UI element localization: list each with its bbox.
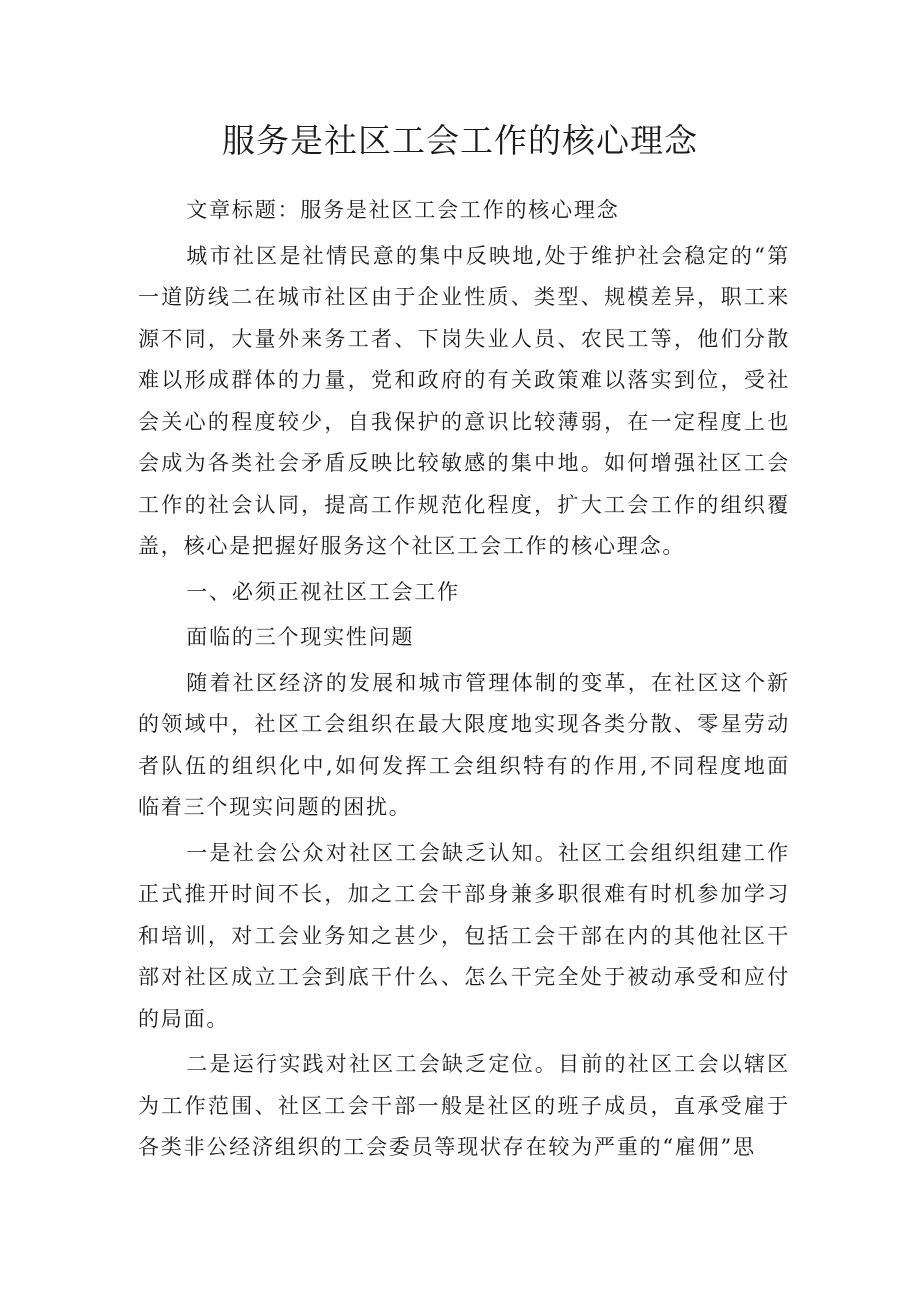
section-heading-1-cont: 面临的三个现实性问题 xyxy=(186,625,415,649)
article-title-line: 文章标题：服务是社区工会工作的核心理念 xyxy=(186,198,620,222)
section-heading-1: 一、必须正视社区工会工作 xyxy=(186,579,460,604)
paragraph-point-one: 一是社会公众对社区工会缺乏认知。社区工会组织组建工作正式推开时间不长，加之工会干部身兼多职很难有时机参加学习和培训，对工会业务知之甚少，包括工会干部在内的其他社区干部对社区成立工会到底干什么、怎么干完全处于被动承受和应付的局面。 xyxy=(138,840,790,1031)
paragraph-background: 随着社区经济的发展和城市管理体制的变革，在社区这个新的领域中，社区工会组织在最大限度地实现各类分散、零星劳动者队伍的组织化中,如何发挥工会组织特有的作用,不同程度地面临着三个现实问题的困扰。 xyxy=(138,670,790,819)
document-body xyxy=(138,190,790,1173)
intro-paragraph: 城市社区是社情民意的集中反映地,处于维护社会稳定的“第一道防线二在城市社区由于企业性质、类型、规模差异，职工来源不同，大量外来务工者、下岗失业人员、农民工等，他们分散难以形成群体的力量，党和政府的有关政策难以落实到位，受社会关心的程度较少，自我保护的意识比较薄弱，在一定程度上也会成为各类社会矛盾反映比较敏感的集中地。如何增强社区工会工作的社会认同，提高工作规范化程度，扩大工会工作的组织覆盖，核心是把握好服务这个社区工会工作的核心理念。 xyxy=(138,243,790,558)
paragraph-point-two: 二是运行实践对社区工会缺乏定位。目前的社区工会以辖区为工作范围、社区工会干部一般是社区的班子成员，直承受雇于各类非公经济组织的工会委员等现状存在较为严重的“雇佣”思 xyxy=(138,1052,790,1159)
document-title: 服务是社区工会工作的核心理念 xyxy=(222,121,698,160)
